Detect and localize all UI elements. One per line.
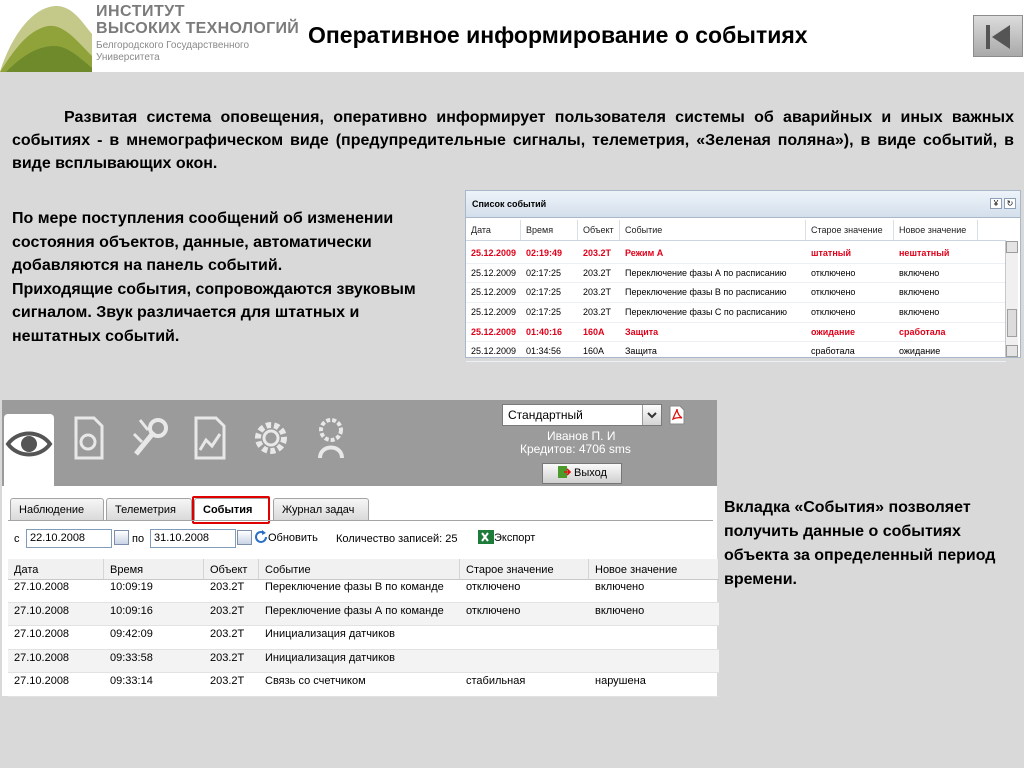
view-select-value: Стандартный xyxy=(508,408,583,422)
refresh-icon[interactable]: ↻ xyxy=(1004,198,1016,209)
events-description xyxy=(12,207,442,348)
table-cell-old: отключено xyxy=(466,604,521,617)
event-cell-obj: 203.2Т xyxy=(583,287,612,298)
grid-col-object[interactable]: Объект xyxy=(204,559,259,579)
intro-paragraph: Развитая система оповещения, оперативно информирует пользователя системы об аварийных и иных важных событиях - в мнемографическом виде (предупредительные сигналы, телеметрия, «Зеленая поляна»), в виде событий, в виде всплывающих окон. xyxy=(12,109,1014,172)
table-cell-time: 09:33:58 xyxy=(110,651,153,664)
refresh-button[interactable] xyxy=(254,530,318,544)
tab-task-log[interactable]: Журнал задач xyxy=(273,498,369,520)
table-cell-date: 27.10.2008 xyxy=(14,651,70,664)
from-label: с xyxy=(14,533,20,545)
event-cell-date: 25.12.2009 xyxy=(471,267,517,278)
event-cell-new: включено xyxy=(899,307,940,318)
table-cell-date: 27.10.2008 xyxy=(14,604,70,617)
event-cell-time: 02:17:25 xyxy=(526,307,562,318)
table-cell-event: Переключение фазы А по команде xyxy=(265,604,444,617)
event-cell-old: отключено xyxy=(811,307,856,318)
calendar-icon[interactable] xyxy=(114,530,129,545)
events-scrollbar[interactable] xyxy=(1005,241,1018,357)
export-label: Экспорт xyxy=(494,532,536,544)
grid-header xyxy=(8,559,719,580)
event-cell-obj: 160А xyxy=(583,326,605,337)
col-object[interactable]: Объект xyxy=(578,220,620,240)
table-cell-old: отключено xyxy=(466,581,521,593)
table-cell-date: 27.10.2008 xyxy=(14,675,70,687)
event-cell-obj: 160А xyxy=(583,346,605,357)
grid-col-time[interactable]: Время xyxy=(104,559,204,579)
table-cell-new: нарушена xyxy=(595,675,646,687)
event-cell-event: Переключение фазы А по расписанию xyxy=(625,267,787,278)
nav-reports[interactable] xyxy=(190,414,240,472)
event-cell-date: 25.12.2009 xyxy=(471,307,517,318)
table-row[interactable] xyxy=(8,579,719,603)
table-cell-obj: 203.2Т xyxy=(210,604,245,617)
table-row[interactable] xyxy=(8,673,719,697)
event-cell-time: 01:34:56 xyxy=(526,346,562,357)
events-rows xyxy=(466,244,1006,362)
events-list-panel xyxy=(465,190,1021,358)
table-cell-event: Инициализация датчиков xyxy=(265,651,395,664)
event-row[interactable] xyxy=(466,342,1006,362)
event-cell-event: Защита xyxy=(625,326,659,337)
event-cell-event: Переключение фазы С по расписанию xyxy=(625,307,787,318)
eye-icon xyxy=(4,424,54,464)
grid-col-event[interactable]: Событие xyxy=(259,559,460,579)
event-cell-date: 25.12.2009 xyxy=(471,248,517,258)
scroll-thumb[interactable] xyxy=(1007,309,1017,337)
table-cell-new: включено xyxy=(595,581,645,593)
table-row[interactable] xyxy=(8,650,719,674)
table-cell-time: 09:42:09 xyxy=(110,628,153,640)
tab-description: Вкладка «События» позволяет получить данные о событиях объекта за определенный период времени. xyxy=(724,499,996,588)
records-count: Количество записей: 25 xyxy=(336,533,458,545)
collapse-icon[interactable]: ¥ xyxy=(990,198,1002,209)
table-row[interactable] xyxy=(8,626,719,650)
from-date-input[interactable]: 22.10.2008 xyxy=(26,529,112,548)
event-row[interactable] xyxy=(466,264,1006,284)
table-cell-time: 09:33:14 xyxy=(110,675,153,687)
event-cell-old: штатный xyxy=(811,248,851,258)
grid-col-new-value[interactable]: Новое значение xyxy=(589,559,719,579)
event-cell-date: 25.12.2009 xyxy=(471,326,517,337)
skip-back-icon xyxy=(983,22,1013,52)
table-cell-time: 10:09:16 xyxy=(110,604,153,617)
nav-settings[interactable] xyxy=(248,414,298,472)
col-event[interactable]: Событие xyxy=(620,220,806,240)
export-button[interactable] xyxy=(478,530,535,544)
refresh-label: Обновить xyxy=(268,532,318,544)
events-panel-header xyxy=(466,191,1020,218)
logo-line-2: ВЫСОКИХ ТЕХНОЛОГИЙ xyxy=(96,20,300,37)
logo-line-1: ИНСТИТУТ xyxy=(96,3,185,20)
nav-user-settings[interactable] xyxy=(308,414,358,472)
event-cell-event: Переключение фазы В по расписанию xyxy=(625,287,787,298)
view-select[interactable] xyxy=(502,404,662,426)
event-cell-new: ожидание xyxy=(899,346,941,357)
tab-divider xyxy=(8,520,713,521)
event-row[interactable] xyxy=(466,303,1006,323)
tab-telemetry[interactable]: Телеметрия xyxy=(106,498,192,520)
event-row[interactable] xyxy=(466,283,1006,303)
table-cell-obj: 203.2Т xyxy=(210,651,245,664)
events-columns xyxy=(466,220,1006,241)
events-description-1: По мере поступления сообщений об изменении состояния объектов, данные, автоматически добавляются на панель событий. xyxy=(12,210,394,274)
event-cell-time: 02:17:25 xyxy=(526,287,562,298)
header xyxy=(0,0,1024,72)
events-description-2: Приходящие события, сопровождаются звуковым сигналом. Звук различается для штатных и нештатных событий. xyxy=(12,280,416,345)
events-panel-title: Список событий xyxy=(472,199,547,209)
table-cell-obj: 203.2Т xyxy=(210,675,245,687)
table-cell-event: Инициализация датчиков xyxy=(265,628,395,640)
event-cell-time: 02:17:25 xyxy=(526,267,562,278)
event-cell-event: Защита xyxy=(625,346,657,357)
app-panel xyxy=(2,400,717,696)
event-row[interactable] xyxy=(466,323,1006,343)
event-cell-old: отключено xyxy=(811,287,856,298)
event-cell-new: сработала xyxy=(899,326,946,337)
exit-label: Выход xyxy=(574,467,607,479)
table-cell-date: 27.10.2008 xyxy=(14,581,70,593)
event-cell-old: сработала xyxy=(811,346,855,357)
logo-line-3: Белгородского Государственного xyxy=(96,40,250,51)
exit-icon xyxy=(557,465,571,479)
table-cell-event: Связь со счетчиком xyxy=(265,675,366,687)
exit-button[interactable] xyxy=(542,463,622,484)
document-icon xyxy=(68,414,108,462)
table-cell-time: 10:09:19 xyxy=(110,581,153,593)
scroll-down-icon[interactable] xyxy=(1006,345,1018,357)
calendar-icon[interactable] xyxy=(237,530,252,545)
event-cell-date: 25.12.2009 xyxy=(471,287,517,298)
event-cell-time: 01:40:16 xyxy=(526,326,563,337)
tab-events[interactable]: События xyxy=(194,498,270,520)
event-cell-old: отключено xyxy=(811,267,856,278)
chart-document-icon xyxy=(190,414,230,462)
app-toolbar xyxy=(2,400,717,486)
credits-count: Кредитов: 4706 sms xyxy=(520,442,631,456)
col-date[interactable]: Дата xyxy=(466,220,521,240)
table-cell-event: Переключение фазы В по команде xyxy=(265,581,444,593)
chevron-down-icon[interactable] xyxy=(642,405,661,425)
col-time[interactable]: Время xyxy=(521,220,578,240)
event-cell-event: Режим А xyxy=(625,248,664,258)
event-row[interactable] xyxy=(466,244,1006,264)
to-label: по xyxy=(132,533,145,545)
user-gear-icon xyxy=(308,414,354,462)
table-cell-obj: 203.2Т xyxy=(210,581,245,593)
grid-rows xyxy=(8,579,719,697)
back-button[interactable] xyxy=(973,15,1023,57)
grid-col-old-value[interactable]: Старое значение xyxy=(460,559,589,579)
table-cell-obj: 203.2Т xyxy=(210,628,245,640)
event-cell-new: включено xyxy=(899,267,940,278)
institute-logo-icon xyxy=(0,0,94,72)
nav-tools[interactable] xyxy=(126,414,176,472)
event-cell-date: 25.12.2009 xyxy=(471,346,517,357)
event-cell-obj: 203.2Т xyxy=(583,307,612,318)
nav-observation[interactable] xyxy=(4,414,54,486)
col-new-value[interactable]: Новое значение xyxy=(894,220,978,240)
logo-line-4: Университета xyxy=(96,52,160,63)
event-cell-time: 02:19:49 xyxy=(526,248,563,258)
page-title: Оперативное информирование о событиях xyxy=(308,22,808,48)
event-cell-obj: 203.2Т xyxy=(583,267,612,278)
table-cell-date: 27.10.2008 xyxy=(14,628,70,640)
table-row[interactable] xyxy=(8,603,719,627)
scroll-up-icon[interactable] xyxy=(1006,241,1018,253)
event-cell-new: включено xyxy=(899,287,940,298)
tools-icon xyxy=(126,414,172,462)
user-name: Иванов П. И xyxy=(547,429,616,443)
event-cell-new: нештатный xyxy=(899,248,950,258)
table-cell-new: включено xyxy=(595,604,645,617)
event-cell-obj: 203.2Т xyxy=(583,248,612,258)
refresh-icon xyxy=(254,530,268,544)
table-cell-old: стабильная xyxy=(466,675,526,687)
col-old-value[interactable]: Старое значение xyxy=(806,220,894,240)
tab-observation[interactable]: Наблюдение xyxy=(10,498,104,520)
gear-icon xyxy=(248,414,294,462)
excel-icon xyxy=(478,530,494,544)
event-cell-old: ожидание xyxy=(811,326,855,337)
filter-bar xyxy=(8,526,713,552)
nav-documents[interactable] xyxy=(68,414,118,472)
pdf-icon[interactable] xyxy=(668,405,686,425)
to-date-input[interactable]: 31.10.2008 xyxy=(150,529,236,548)
grid-col-date[interactable]: Дата xyxy=(8,559,104,579)
